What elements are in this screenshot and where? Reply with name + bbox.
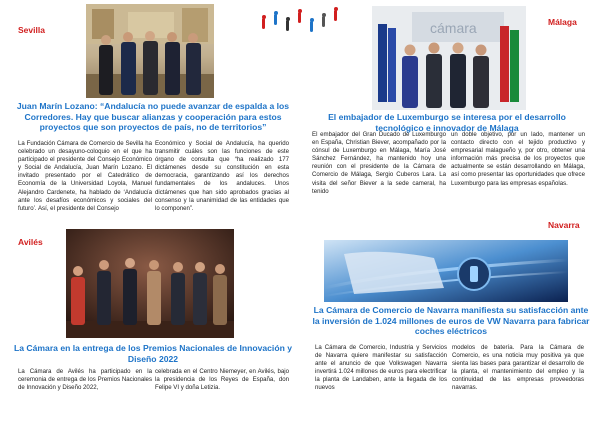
aviles-photo-illustration (66, 229, 234, 338)
aviles-text-col1: La Cámara de Avilés ha participado en la ceremonia de entrega de los Premios Nacionales de Innovación y Diseño 2022, (18, 368, 152, 392)
malaga-headline: El embajador de Luxemburgo se interesa por el desarrollo tecnológico e innovador de Málaga (328, 112, 566, 133)
region-label-sevilla: Sevilla (18, 25, 45, 35)
malaga-photo (372, 6, 526, 110)
aviles-headline: La Cámara en la entrega de los Premios Nacionales de Innovación y Diseño 2022 (14, 343, 292, 364)
navarra-text-col1: La Cámara de Comercio, Industria y Servicios de Navarra quiere manifestar su satisfacción ante el anuncio de que Volkswagen Navarra invertirá 1.024 millones de euros para electrificar la planta de Landaben, ante la llegada de los nuevos (315, 344, 447, 392)
malaga-wall-sign: cámara (430, 20, 477, 36)
sevilla-headline: Juan Marín Lozano: “Andalucía no puede avanzar de espalda a los Corredores. Hay que buscar alianzas y cooperación para estos proyectos que son proyectos de país, no de territorios” (16, 101, 290, 133)
decorative-figures (258, 6, 348, 36)
sevilla-photo-illustration (86, 4, 214, 98)
sevilla-text-col1: La Fundación Cámara de Comercio de Sevilla ha celebrado un desayuno-coloquio en el que ha participado el presidente del Consejo Económico y Social de Andalucía, Juan Marín Lozano. El invitado presentado por el Catedrático de Economía de la Universidad Loyola, Manuel Alejandro Cardenete, ha hablado de ‘Andalucía ante los desafíos económicos y sociales del futuro’. Así, el presidente del Consejo (18, 140, 152, 212)
region-label-aviles: Avilés (18, 237, 43, 247)
aviles-text-col2: celebrada en el Centro Niemeyer, en Avilés, bajo la presidencia de los Reyes de España, don Felipe VI y doña Letizia. (155, 368, 289, 392)
malaga-photo-illustration (372, 6, 526, 110)
aviles-photo (66, 229, 234, 338)
navarra-photo-illustration (324, 240, 568, 302)
region-label-malaga: Málaga (548, 17, 577, 27)
navarra-headline: La Cámara de Comercio de Navarra manifiesta su satisfacción ante la inversión de 1.024 millones de euros de VW Navarra para fabricar coches eléctricos (312, 305, 590, 337)
navarra-photo (324, 240, 568, 302)
malaga-text-col2: un doble objetivo, por un lado, mantener un contacto directo con el tejido productivo y empresarial malagueño y, por otro, obtener una información más precisa de los proyectos que actualmente se están desarrollando en Málaga, así como presentar las oportunidades que ofrece Luxemburgo para las empresas españolas. (451, 131, 585, 187)
sevilla-photo (86, 4, 214, 98)
malaga-text-col1: El embajador del Gran Ducado de Luxemburgo en España, Christian Biever, acompañado por la cónsul de Luxemburgo en Málaga, María José Sánchez Fernández, ha mantenido hoy una reunión con el presidente de la Cámara de Comercio de Málaga, Sergio Cuberos Lara. La visita del señor Biever a la sede cameral, ha tenido (312, 131, 446, 195)
region-label-navarra: Navarra (548, 220, 580, 230)
navarra-text-col2: modelos de batería. Para la Cámara de Comercio, es una noticia muy positiva ya que sienta las bases para garantizar el desarrollo de la planta, el mantenimiento del empleo y la continuidad de las empresas proveedoras navarras. (452, 344, 584, 392)
sevilla-text-col2: Económico y Social de Andalucía, ha querido transmitir cuáles son las funciones de este órgano de consulta que “ha realizado 177 dictámenes desde su constitución en esta democracia, garantizando así los derechos fundamentales de los andaluces. Unos dictámenes que han sido aprobados gracias al consenso y la unanimidad de las entidades que lo componen”. (155, 140, 289, 212)
